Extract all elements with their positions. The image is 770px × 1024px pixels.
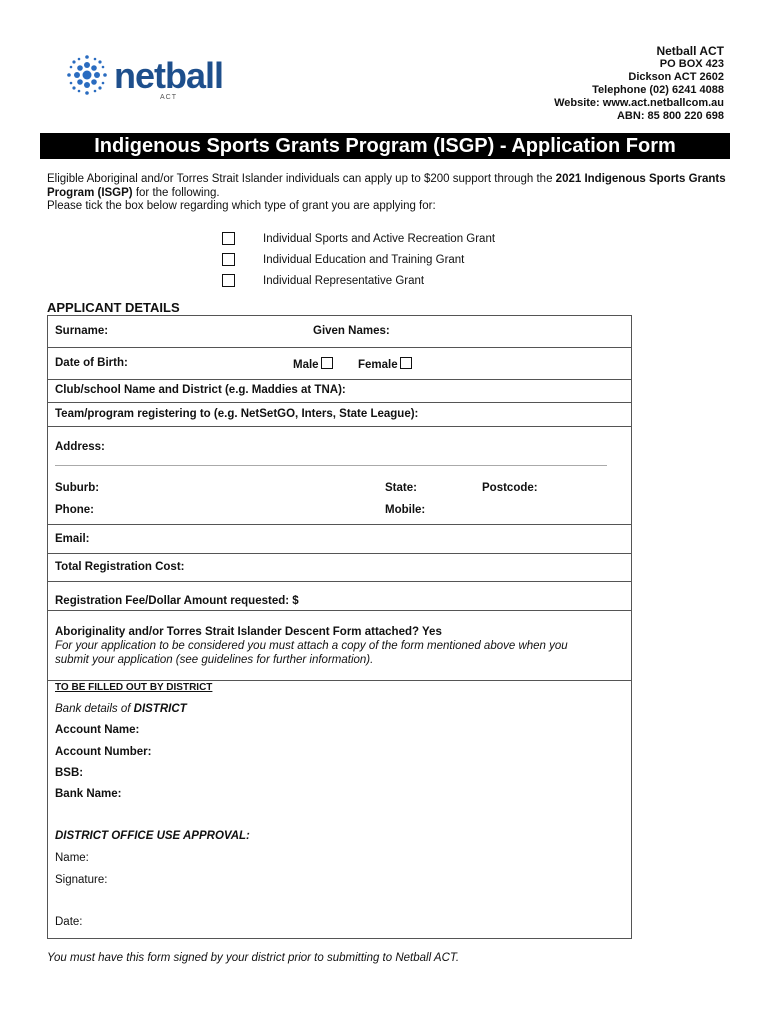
org-po-box: PO BOX 423 (659, 58, 724, 70)
intro-part1: Eligible Aboriginal and/or Torres Strait Islander individuals can apply up to $200 support through the (47, 173, 556, 185)
grant-checkbox-sports[interactable] (222, 232, 235, 245)
approval-signature-label: Signature: (55, 874, 108, 886)
total-cost-row[interactable] (48, 553, 631, 582)
intro-program-name: 2021 Indigenous Sports Grants Program (ISGP) (47, 173, 726, 199)
logo-wordmark: netball (114, 55, 224, 96)
mobile-label: Mobile: (385, 504, 426, 516)
given-names-label: Given Names: (313, 325, 390, 337)
male-checkbox[interactable] (321, 357, 333, 369)
grant-option (222, 249, 495, 270)
dob-label: Date of Birth: (55, 357, 128, 369)
grant-checkbox-education[interactable] (222, 253, 235, 266)
postcode-label: Postcode: (482, 482, 538, 494)
address-label: Address: (55, 441, 105, 453)
applicant-details-heading: APPLICANT DETAILS (47, 300, 180, 315)
grant-checkbox-representative[interactable] (222, 274, 235, 287)
intro-instruction: Please tick the box below regarding which type of grant you are applying for: (47, 200, 436, 212)
org-name: Netball ACT (656, 44, 724, 58)
grant-option-label: Individual Education and Training Grant (263, 253, 465, 266)
descent-label: Aboriginality and/or Torres Strait Islander Descent Form attached? Yes (55, 626, 442, 638)
fee-requested-label: Registration Fee/Dollar Amount requested: $ (55, 595, 299, 607)
male-label: Male (293, 359, 319, 371)
grant-options (222, 228, 495, 291)
fee-requested-row[interactable] (48, 581, 631, 611)
bsb-label: BSB: (55, 767, 84, 779)
phone-label: Phone: (55, 504, 94, 516)
bank-details-district: DISTRICT (133, 703, 187, 715)
org-contact-block (554, 44, 724, 123)
office-approval-heading: DISTRICT OFFICE USE APPROVAL: (55, 830, 250, 842)
email-row[interactable] (48, 524, 631, 554)
team-label: Team/program registering to (e.g. NetSetGO, Inters, State League): (55, 408, 419, 420)
org-telephone: Telephone (02) 6241 4088 (592, 84, 724, 96)
netball-logo (62, 50, 222, 106)
dob-row[interactable] (48, 347, 631, 380)
female-option (358, 357, 412, 371)
applicant-details-form (47, 315, 632, 939)
descent-note-line1: For your application to be considered you must attach a copy of the form mentioned above when you (55, 640, 568, 652)
intro-text (47, 173, 737, 214)
org-website: Website: www.act.netballcom.au (554, 97, 724, 109)
org-address: Dickson ACT 2602 (628, 71, 724, 83)
account-number-label: Account Number: (55, 746, 152, 758)
approval-name-label: Name: (55, 852, 89, 864)
bank-details-label (55, 703, 187, 715)
surname-label: Surname: (55, 325, 109, 337)
female-label: Female (358, 359, 398, 371)
footer-note: You must have this form signed by your district prior to submitting to Netball ACT. (47, 952, 460, 964)
club-label: Club/school Name and District (e.g. Maddies at TNA): (55, 384, 346, 396)
account-name-label: Account Name: (55, 724, 140, 736)
grant-option (222, 270, 495, 291)
descent-row[interactable] (48, 610, 631, 681)
male-option (293, 357, 333, 371)
female-checkbox[interactable] (400, 357, 412, 369)
address-line (55, 465, 607, 466)
descent-note-line2: submit your application (see guidelines for further information). (55, 654, 374, 666)
district-heading: TO BE FILLED OUT BY DISTRICT (55, 682, 213, 693)
address-block[interactable] (48, 426, 631, 525)
grant-option-label: Individual Representative Grant (263, 274, 425, 287)
grant-option-label: Individual Sports and Active Recreation Grant (263, 232, 496, 245)
form-title: Indigenous Sports Grants Program (ISGP) - Application Form (40, 133, 730, 159)
approval-date-label: Date: (55, 916, 83, 928)
state-label: State: (385, 482, 417, 494)
org-abn: ABN: 85 800 220 698 (616, 110, 724, 122)
team-row[interactable] (48, 402, 631, 427)
grant-option (222, 228, 495, 249)
suburb-label: Suburb: (55, 482, 100, 494)
club-row[interactable] (48, 379, 631, 403)
logo-subtext: ACT (160, 94, 177, 101)
bank-details-prefix: Bank details of (55, 703, 134, 715)
total-cost-label: Total Registration Cost: (55, 561, 185, 573)
district-section (48, 680, 631, 938)
netball-dots-icon (62, 50, 112, 100)
bank-name-label: Bank Name: (55, 788, 122, 800)
intro-part2: for the following. (132, 186, 220, 199)
surname-row[interactable] (48, 316, 631, 348)
email-label: Email: (55, 533, 90, 545)
